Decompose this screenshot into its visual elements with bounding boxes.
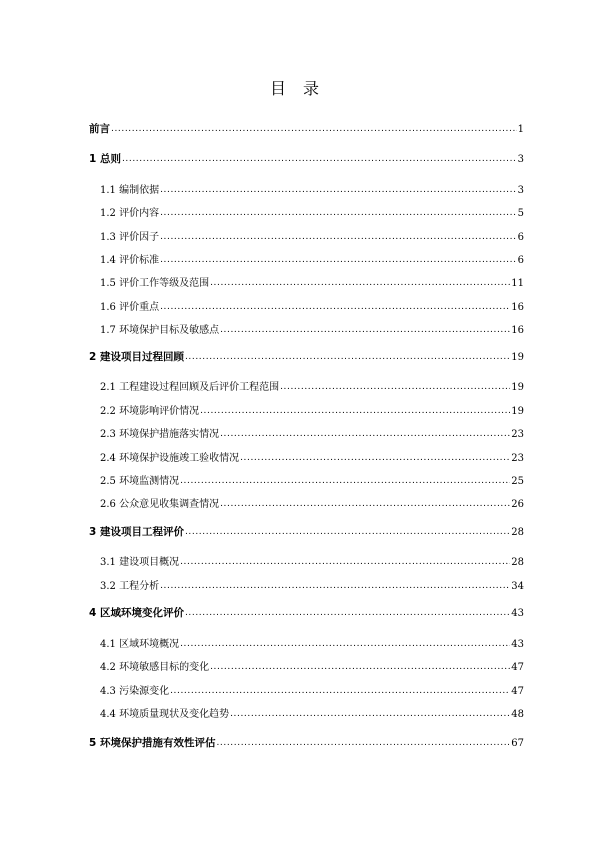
toc-entry-2-6[interactable] (100, 495, 524, 511)
toc-dot-leader (160, 301, 510, 312)
toc-dot-leader (160, 580, 510, 591)
page-title: 目 录 (269, 79, 326, 98)
toc-entry-page: 3 (517, 154, 524, 165)
toc-entry-2-1[interactable] (100, 378, 524, 394)
toc-entry-label: 1.5 评价工作等级及范围 (100, 278, 210, 289)
toc-entry-1-4[interactable] (100, 251, 524, 267)
toc-entry-page: 47 (511, 686, 524, 697)
toc-dot-leader (230, 708, 510, 719)
toc-entry-label: 2.5 环境监测情况 (100, 476, 180, 487)
toc-dot-leader (220, 428, 510, 439)
toc-entry-label: 1.3 评价因子 (100, 232, 160, 243)
toc-dot-leader (160, 231, 517, 242)
toc-dot-leader (220, 498, 510, 509)
toc-entry-label: 4.3 污染源变化 (100, 686, 170, 697)
toc-entry-page: 19 (511, 382, 524, 393)
toc-entry-2-2[interactable] (100, 402, 524, 418)
toc-entry-label: 1.4 评价标准 (100, 255, 160, 266)
toc-entry-1-3[interactable] (100, 228, 524, 244)
toc-entry-2-4[interactable] (100, 449, 524, 465)
toc-entry-1-7[interactable] (100, 321, 524, 337)
toc-dot-leader (216, 736, 510, 748)
toc-entry-page: 48 (511, 709, 524, 720)
toc-entry-3-2[interactable] (100, 577, 524, 593)
toc-dot-leader (200, 405, 510, 416)
toc-entry-1-2[interactable] (100, 204, 524, 220)
toc-entry-label: 2.1 工程建设过程回顾及后评价工程范围 (100, 382, 280, 393)
toc-entry-4-3[interactable] (100, 682, 524, 698)
toc-entry-page: 16 (511, 302, 524, 313)
toc-entry-page: 23 (511, 429, 524, 440)
toc-entry-chapter-5[interactable] (89, 735, 524, 751)
toc-entry-label: 前言 (89, 123, 110, 135)
toc-entry-page: 25 (511, 476, 524, 487)
toc-entry-label: 3 建设项目工程评价 (89, 526, 184, 538)
toc-dot-leader (180, 475, 510, 486)
toc-dot-leader (180, 556, 510, 567)
toc-entry-page: 23 (511, 453, 524, 464)
toc-entry-page: 16 (511, 325, 524, 336)
toc-entry-label: 1.6 评价重点 (100, 302, 160, 313)
toc-dot-leader (160, 184, 517, 195)
toc-entry-label: 3.1 建设项目概况 (100, 557, 180, 568)
toc-dot-leader (122, 152, 517, 164)
toc-dot-leader (170, 685, 510, 696)
toc-entry-page: 19 (511, 406, 524, 417)
toc-dot-leader (111, 122, 517, 134)
toc-entry-chapter-3[interactable] (89, 524, 524, 540)
toc-entry-chapter-1[interactable] (89, 151, 524, 167)
toc-entry-label: 4.1 区域环境概况 (100, 639, 180, 650)
toc-entry-label: 4.2 环境敏感目标的变化 (100, 662, 210, 673)
toc-dot-leader (180, 638, 510, 649)
toc-entry-4-4[interactable] (100, 705, 524, 721)
toc-entry-2-3[interactable] (100, 425, 524, 441)
toc-entry-page: 19 (511, 352, 524, 363)
toc-entry-1-5[interactable] (100, 274, 524, 290)
toc-dot-leader (185, 606, 510, 618)
toc-entry-chapter-2[interactable] (89, 349, 524, 365)
toc-entry-1-1[interactable] (100, 181, 524, 197)
toc-entry-page: 6 (517, 255, 524, 266)
toc-dot-leader (220, 324, 510, 335)
toc-entry-label: 2.4 环境保护设施竣工验收情况 (100, 453, 240, 464)
toc-entry-page: 26 (511, 499, 524, 510)
toc-entry-label: 2.2 环境影响评价情况 (100, 406, 200, 417)
toc-entry-2-5[interactable] (100, 472, 524, 488)
toc-entry-page: 34 (511, 581, 524, 592)
toc-dot-leader (210, 661, 510, 672)
toc-dot-leader (185, 525, 510, 537)
toc-entry-page: 28 (511, 557, 524, 568)
toc-entry-page: 43 (511, 608, 524, 619)
toc-entry-1-6[interactable] (100, 298, 524, 314)
toc-dot-leader (160, 254, 517, 265)
toc-entry-label: 1.1 编制依据 (100, 185, 160, 196)
toc-entry-label: 4.4 环境质量现状及变化趋势 (100, 709, 230, 720)
toc-entry-page: 28 (511, 527, 524, 538)
toc-entry-label: 3.2 工程分析 (100, 581, 160, 592)
toc-entry-page: 1 (517, 124, 524, 135)
toc-entry-4-2[interactable] (100, 658, 524, 674)
toc-entry-3-1[interactable] (100, 553, 524, 569)
toc-entry-page: 3 (517, 185, 524, 196)
toc-entry-label: 1.2 评价内容 (100, 208, 160, 219)
toc-dot-leader (210, 277, 510, 288)
toc-entry-page: 6 (517, 232, 524, 243)
toc-entry-4-1[interactable] (100, 635, 524, 651)
toc-entry-label: 2.6 公众意见收集调查情况 (100, 499, 220, 510)
toc-entry-page: 47 (511, 662, 524, 673)
toc-dot-leader (240, 452, 510, 463)
toc-entry-page: 67 (511, 738, 524, 749)
toc-entry-page: 11 (511, 278, 524, 289)
toc-entry-label: 4 区域环境变化评价 (89, 607, 184, 619)
toc-entry-label: 5 环境保护措施有效性评估 (89, 737, 216, 749)
toc-entry-label: 1 总则 (89, 153, 121, 165)
toc-entry-preface[interactable] (89, 121, 524, 137)
toc-dot-leader (160, 207, 517, 218)
toc-entry-page: 43 (511, 639, 524, 650)
toc-dot-leader (280, 381, 510, 392)
toc-entry-chapter-4[interactable] (89, 605, 524, 621)
toc-entry-label: 2 建设项目过程回顾 (89, 351, 184, 363)
toc-entry-page: 5 (517, 208, 524, 219)
toc-entry-label: 2.3 环境保护措施落实情况 (100, 429, 220, 440)
toc-entry-label: 1.7 环境保护目标及敏感点 (100, 325, 220, 336)
toc-dot-leader (185, 350, 510, 362)
